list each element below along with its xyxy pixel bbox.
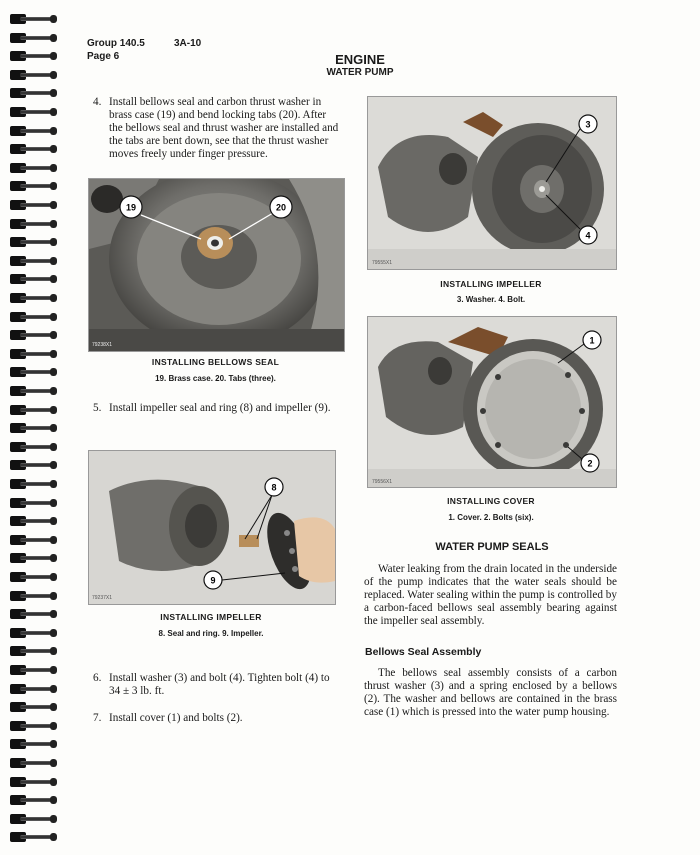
step-7-number: 7. bbox=[93, 712, 102, 724]
bellows-callouts bbox=[89, 179, 344, 351]
step-4-number: 4. bbox=[93, 96, 102, 108]
binding-ring bbox=[10, 498, 54, 508]
photo-id-79238X1: 79238X1 bbox=[92, 342, 113, 348]
step-4-text: Install bellows seal and carbon thrust washer in brass case (19) and bend locking tabs (20). After the bellows seal and thrust washer are installed and the tabs are bent down, see that the thrust washer moves freely under finger pressure. bbox=[109, 96, 339, 160]
caption-title-impeller-left: INSTALLING IMPELLER bbox=[160, 612, 262, 622]
binding-ring bbox=[10, 200, 54, 210]
header-code: 3A-10 bbox=[174, 38, 202, 49]
binding-ring bbox=[10, 665, 54, 675]
binding-ring bbox=[10, 758, 54, 768]
photo-id-79555X1: 79555X1 bbox=[372, 260, 393, 266]
callout-2: 2 bbox=[587, 458, 593, 469]
caption-legend-bellows: 19. Brass case. 20. Tabs (three). bbox=[155, 374, 276, 383]
binding-ring bbox=[10, 646, 54, 656]
photo-installing-impeller-seal-ring bbox=[88, 450, 336, 605]
binding-ring bbox=[10, 256, 54, 266]
callout-20: 20 bbox=[275, 202, 287, 213]
step-5-text: Install impeller seal and ring (8) and impeller (9). bbox=[109, 402, 331, 414]
binding-ring bbox=[10, 795, 54, 805]
binding-ring bbox=[10, 832, 54, 842]
callout-8: 8 bbox=[271, 482, 277, 493]
binding-ring bbox=[10, 219, 54, 229]
callout-19: 19 bbox=[125, 202, 137, 213]
cover-callouts bbox=[368, 317, 616, 487]
impeller-right-callouts bbox=[368, 97, 616, 269]
binding-ring bbox=[10, 442, 54, 452]
binding-ring bbox=[10, 126, 54, 136]
photo-installing-bellows-seal bbox=[88, 178, 345, 352]
photo-installing-cover bbox=[367, 316, 617, 488]
callout-1: 1 bbox=[589, 335, 595, 346]
step-6-number: 6. bbox=[93, 672, 102, 684]
caption-title-impeller-right: INSTALLING IMPELLER bbox=[440, 279, 542, 289]
binding-ring bbox=[10, 739, 54, 749]
impeller-left-callouts bbox=[89, 451, 335, 604]
binding-ring bbox=[10, 181, 54, 191]
photo-id-79237X1: 79237X1 bbox=[92, 595, 113, 601]
binding-ring bbox=[10, 312, 54, 322]
binding-ring bbox=[10, 107, 54, 117]
step-7-text: Install cover (1) and bolts (2). bbox=[109, 712, 243, 724]
step-6-text: Install washer (3) and bolt (4). Tighten bolt (4) to 34 ± 3 lb. ft. bbox=[109, 672, 330, 697]
binding-ring bbox=[10, 721, 54, 731]
photo-installing-impeller-washer-bolt bbox=[367, 96, 617, 270]
spiral-binding bbox=[0, 0, 58, 855]
callout-9: 9 bbox=[210, 575, 216, 586]
header-page-number: Page 6 bbox=[87, 51, 120, 62]
binding-ring bbox=[10, 628, 54, 638]
header-group: Group 140.5 bbox=[87, 38, 145, 49]
binding-ring bbox=[10, 51, 54, 61]
binding-ring bbox=[10, 423, 54, 433]
binding-ring bbox=[10, 274, 54, 284]
binding-ring bbox=[10, 163, 54, 173]
binding-ring bbox=[10, 33, 54, 43]
step-6 bbox=[93, 672, 341, 698]
binding-ring bbox=[10, 702, 54, 712]
binding-ring bbox=[10, 591, 54, 601]
callout-4: 4 bbox=[585, 230, 591, 241]
binding-ring bbox=[10, 777, 54, 787]
binding-ring bbox=[10, 535, 54, 545]
binding-ring bbox=[10, 553, 54, 563]
subheading-bellows-seal-assembly: Bellows Seal Assembly bbox=[365, 646, 482, 658]
binding-ring bbox=[10, 70, 54, 80]
binding-ring bbox=[10, 814, 54, 824]
binding-ring bbox=[10, 237, 54, 247]
binding-ring bbox=[10, 88, 54, 98]
section-heading-water-pump-seals: WATER PUMP SEALS bbox=[435, 541, 549, 553]
caption-legend-impeller-right: 3. Washer. 4. Bolt. bbox=[456, 295, 526, 304]
caption-title-bellows: INSTALLING BELLOWS SEAL bbox=[151, 357, 280, 367]
step-7 bbox=[93, 712, 341, 725]
binding-ring bbox=[10, 349, 54, 359]
header-section-title: ENGINE bbox=[335, 52, 385, 67]
binding-ring bbox=[10, 386, 54, 396]
step-5-number: 5. bbox=[93, 402, 102, 414]
paragraph-water-leaking: Water leaking from the drain located in the underside of the pump indicates that the water seals should be replaced. Water sealing within the pump is controlled by a carbon-faced bellows seal assembly bearing against the impeller seal assembly. bbox=[364, 563, 617, 627]
binding-ring bbox=[10, 405, 54, 415]
binding-ring bbox=[10, 516, 54, 526]
step-4 bbox=[93, 96, 341, 161]
photo-id-79556X1: 79556X1 bbox=[372, 479, 393, 485]
callout-3: 3 bbox=[585, 119, 591, 130]
caption-legend-impeller-left: 8. Seal and ring. 9. Impeller. bbox=[158, 629, 264, 638]
binding-ring bbox=[10, 14, 54, 24]
caption-title-cover: INSTALLING COVER bbox=[447, 496, 535, 506]
binding-ring bbox=[10, 609, 54, 619]
binding-ring bbox=[10, 330, 54, 340]
caption-legend-cover: 1. Cover. 2. Bolts (six). bbox=[448, 513, 534, 522]
step-5 bbox=[93, 402, 341, 415]
paragraph-bellows-seal: The bellows seal assembly consists of a carbon thrust washer (3) and a spring enclosed by a bellows (2). The washer and bellows are contained in the brass case (1) which is pressed into the water pump housing. bbox=[364, 667, 617, 718]
binding-ring bbox=[10, 572, 54, 582]
binding-ring bbox=[10, 479, 54, 489]
binding-ring bbox=[10, 293, 54, 303]
binding-ring bbox=[10, 684, 54, 694]
binding-ring bbox=[10, 367, 54, 377]
binding-ring bbox=[10, 144, 54, 154]
binding-ring bbox=[10, 460, 54, 470]
header-subsection-title: WATER PUMP bbox=[326, 67, 394, 78]
